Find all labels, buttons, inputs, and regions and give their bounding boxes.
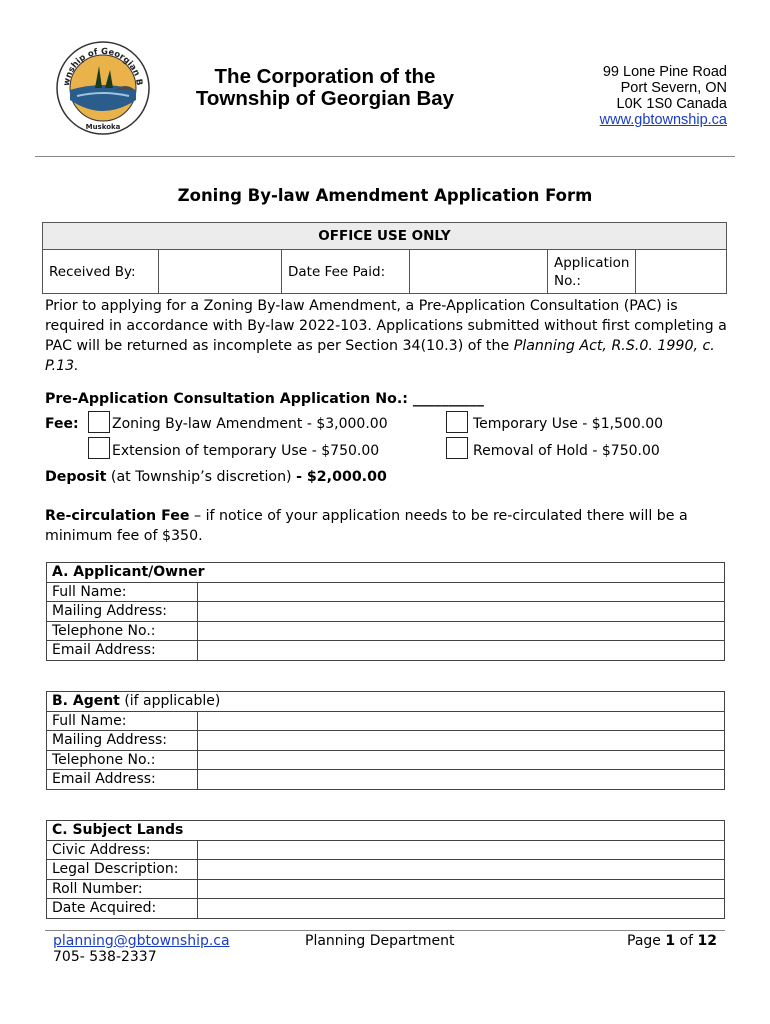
header-divider [35, 156, 735, 157]
agent-email-field[interactable] [198, 770, 725, 790]
extension-temporary-use-label: Extension of temporary Use - $750.00 [112, 443, 380, 459]
zoning-amendment-checkbox[interactable] [88, 411, 110, 433]
subject-lands-table [46, 820, 725, 919]
received-by-field[interactable] [159, 250, 282, 294]
zoning-amendment-label: Zoning By-law Amendment - $3,000.00 [112, 416, 388, 432]
agent-full-name-field[interactable] [198, 711, 725, 731]
logo-ring-text: wnship of Georgian B [61, 46, 144, 87]
page-of: of [675, 933, 698, 949]
removal-of-hold-checkbox[interactable] [446, 437, 468, 459]
agent-telephone-field[interactable] [198, 750, 725, 770]
applicant-email-field[interactable] [198, 641, 725, 661]
received-by-label: Received By: [43, 250, 159, 294]
civic-address-field[interactable] [198, 840, 725, 860]
address-line2: Port Severn, ON [620, 80, 727, 96]
township-logo [55, 40, 151, 136]
deposit-line [45, 467, 735, 487]
applicant-telephone-label: Telephone No.: [47, 621, 198, 641]
applicant-mailing-address-label: Mailing Address: [47, 602, 198, 622]
date-acquired-field[interactable] [198, 899, 725, 919]
corporation-title [170, 66, 480, 110]
subject-lands-heading: C. Subject Lands [47, 821, 725, 841]
applicant-owner-table [46, 562, 725, 661]
address-line1: 99 Lone Pine Road [602, 64, 727, 80]
office-use-heading: OFFICE USE ONLY [43, 223, 727, 250]
recirculation-fee [45, 506, 735, 546]
agent-full-name-label: Full Name: [47, 711, 198, 731]
corporation-title-line2: Township of Georgian Bay [195, 87, 455, 110]
temporary-use-label: Temporary Use - $1,500.00 [473, 416, 664, 432]
page-indicator [627, 933, 717, 949]
page-prefix: Page [627, 933, 666, 949]
applicant-telephone-field[interactable] [198, 621, 725, 641]
footer-email-link[interactable]: planning@gbtownship.ca [53, 933, 230, 949]
applicant-full-name-label: Full Name: [47, 582, 198, 602]
roll-number-label: Roll Number: [47, 879, 198, 899]
page-total: 12 [697, 933, 717, 949]
address-line3: L0K 1S0 Canada [616, 96, 727, 112]
agent-heading [47, 692, 725, 712]
removal-of-hold-label: Removal of Hold - $750.00 [473, 443, 660, 459]
logo-bottom-text: Muskoka [85, 123, 121, 131]
footer-contact [53, 933, 230, 965]
agent-telephone-label: Telephone No.: [47, 750, 198, 770]
temporary-use-checkbox[interactable] [446, 411, 468, 433]
extension-temporary-use-checkbox[interactable] [88, 437, 110, 459]
deposit-label: Deposit [45, 469, 107, 485]
planning-act-citation: Planning Act, R.S.0. 1990, c. P.13. [45, 338, 715, 374]
applicant-full-name-field[interactable] [198, 582, 725, 602]
intro-paragraph [45, 296, 735, 376]
applicant-mailing-address-field[interactable] [198, 602, 725, 622]
date-fee-paid-label: Date Fee Paid: [282, 250, 410, 294]
agent-table [46, 691, 725, 790]
agent-heading-title: B. Agent [52, 693, 120, 710]
footer-divider [45, 930, 725, 931]
form-title: Zoning By-law Amendment Application Form [177, 186, 593, 205]
application-no-label [548, 250, 636, 294]
agent-mailing-address-label: Mailing Address: [47, 731, 198, 751]
agent-mailing-address-field[interactable] [198, 731, 725, 751]
agent-heading-suffix: (if applicable) [119, 693, 221, 710]
application-no-label-line1: Application [554, 254, 630, 271]
legal-description-field[interactable] [198, 860, 725, 880]
corporation-title-line1: The Corporation of the [214, 65, 436, 88]
intro-text: Prior to applying for a Zoning By-law Amendment, a Pre-Application Consultation (PAC) is required in accordance with By-law 2022-103. Applications submitted without first completing a PAC will be returned as incomplete as per Section 34(10.3) of the [45, 298, 727, 354]
page-number: 1 [665, 933, 676, 949]
fee-label: Fee: [45, 416, 79, 432]
roll-number-field[interactable] [198, 879, 725, 899]
footer-department: Planning Department [305, 933, 455, 949]
applicant-email-label: Email Address: [47, 641, 198, 661]
recirculation-text: – if notice of your application needs to be re-circulated there will be a minimum fee of $350. [45, 508, 688, 544]
applicant-owner-heading: A. Applicant/Owner [47, 563, 725, 583]
civic-address-label: Civic Address: [47, 840, 198, 860]
footer-phone: 705- 538-2337 [53, 949, 157, 965]
agent-email-label: Email Address: [47, 770, 198, 790]
application-no-label-line2: No.: [554, 272, 581, 289]
legal-description-label: Legal Description: [47, 860, 198, 880]
office-use-table [42, 222, 727, 294]
township-address [600, 64, 727, 128]
date-acquired-label: Date Acquired: [47, 899, 198, 919]
date-fee-paid-field[interactable] [410, 250, 548, 294]
deposit-amount: - $2,000.00 [296, 469, 387, 485]
application-no-field[interactable] [636, 250, 727, 294]
deposit-note: (at Township’s discretion) [106, 469, 297, 485]
recirculation-label: Re-circulation Fee [45, 508, 190, 524]
pac-application-no: Pre-Application Consultation Application No.: __________ [45, 391, 484, 407]
website-link[interactable]: www.gbtownship.ca [599, 112, 727, 128]
